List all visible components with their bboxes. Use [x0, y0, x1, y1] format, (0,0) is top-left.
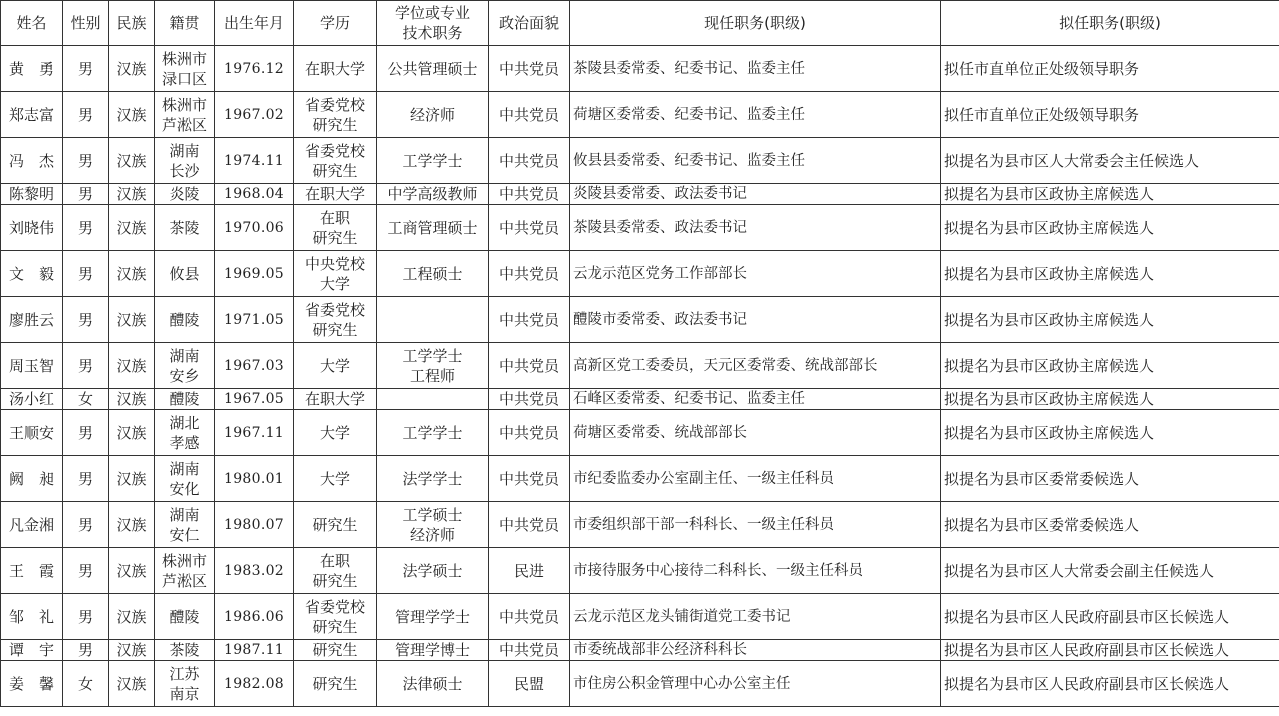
cell-party: 中共党员	[489, 297, 570, 343]
cell-ethnicity: 汉族	[109, 343, 155, 389]
cell-birth: 1969.05	[215, 251, 294, 297]
cell-party: 中共党员	[489, 46, 570, 92]
cell-current: 市委统战部非公经济科科长	[570, 640, 941, 661]
table-row	[1, 297, 1279, 343]
cell-name: 阙 昶	[1, 456, 63, 502]
cell-current: 高新区党工委委员，天元区委常委、统战部部长	[570, 343, 941, 389]
cell-birth: 1967.02	[215, 92, 294, 138]
cell-origin: 醴陵	[155, 297, 215, 343]
cell-current: 醴陵市委常委、政法委书记	[570, 297, 941, 343]
column-header-label: 出生年月	[223, 14, 284, 32]
cell-proposed: 拟提名为县市区人民政府副县市区长候选人	[941, 594, 1279, 640]
cell-current: 市委组织部干部一科科长、一级主任科员	[570, 502, 941, 548]
cell-name: 黄 勇	[1, 46, 63, 92]
cell-proposed: 拟提名为县市区政协主席候选人	[941, 184, 1279, 205]
table-header-row	[1, 1, 1279, 46]
cell-party: 中共党员	[489, 184, 570, 205]
table-row	[1, 205, 1279, 251]
cell-ethnicity: 汉族	[109, 661, 155, 707]
cell-proposed: 拟提名为县市区人民政府副县市区长候选人	[941, 661, 1279, 707]
cell-birth: 1986.06	[215, 594, 294, 640]
table-row	[1, 138, 1279, 184]
cell-birth: 1980.01	[215, 456, 294, 502]
cell-origin: 湖南 长沙	[155, 138, 215, 184]
cell-education: 大学	[294, 456, 377, 502]
cell-current: 市接待服务中心接待二科科长、一级主任科员	[570, 548, 941, 594]
cell-proposed: 拟提名为县市区人民政府副县市区长候选人	[941, 640, 1279, 661]
table-row	[1, 410, 1279, 456]
cell-ethnicity: 汉族	[109, 410, 155, 456]
cell-party: 中共党员	[489, 594, 570, 640]
column-header-current	[570, 1, 941, 46]
column-header-label: 民族	[116, 14, 147, 32]
table-row	[1, 92, 1279, 138]
cell-current: 市纪委监委办公室副主任、一级主任科员	[570, 456, 941, 502]
cell-ethnicity: 汉族	[109, 297, 155, 343]
column-header-label: 政治面貌	[498, 14, 559, 32]
cell-party: 民盟	[489, 661, 570, 707]
table-body	[1, 46, 1279, 707]
cell-birth: 1967.05	[215, 389, 294, 410]
cell-current: 石峰区委常委、纪委书记、监委主任	[570, 389, 941, 410]
cell-name: 周玉智	[1, 343, 63, 389]
column-header-party	[489, 1, 570, 46]
cell-origin: 茶陵	[155, 640, 215, 661]
cell-gender: 男	[63, 297, 109, 343]
cell-name: 谭 宇	[1, 640, 63, 661]
column-header-label: 籍贯	[169, 14, 200, 32]
cell-gender: 男	[63, 548, 109, 594]
cell-party: 中共党员	[489, 502, 570, 548]
cell-current: 攸县县委常委、纪委书记、监委主任	[570, 138, 941, 184]
column-header-label: 性别	[70, 14, 101, 32]
cell-origin: 湖北 孝感	[155, 410, 215, 456]
cell-ethnicity: 汉族	[109, 92, 155, 138]
cell-proposed: 拟提名为县市区政协主席候选人	[941, 343, 1279, 389]
cell-degree: 管理学博士	[377, 640, 489, 661]
cell-name: 邹 礼	[1, 594, 63, 640]
cell-current: 茶陵县委常委、纪委书记、监委主任	[570, 46, 941, 92]
cell-ethnicity: 汉族	[109, 640, 155, 661]
cell-ethnicity: 汉族	[109, 548, 155, 594]
table-row	[1, 594, 1279, 640]
cell-education: 省委党校 研究生	[294, 138, 377, 184]
cell-ethnicity: 汉族	[109, 184, 155, 205]
cell-degree: 工学学士	[377, 410, 489, 456]
cell-degree: 经济师	[377, 92, 489, 138]
cell-origin: 江苏 南京	[155, 661, 215, 707]
cell-ethnicity: 汉族	[109, 502, 155, 548]
cell-education: 大学	[294, 410, 377, 456]
table-row	[1, 343, 1279, 389]
column-header-label: 学位或专业 技术职务	[394, 4, 470, 42]
cell-current: 云龙示范区龙头铺街道党工委书记	[570, 594, 941, 640]
cell-name: 文 毅	[1, 251, 63, 297]
cell-origin: 湖南 安仁	[155, 502, 215, 548]
cell-birth: 1968.04	[215, 184, 294, 205]
cell-gender: 男	[63, 184, 109, 205]
cell-birth: 1976.12	[215, 46, 294, 92]
cell-origin: 株洲市 芦淞区	[155, 548, 215, 594]
table-row	[1, 661, 1279, 707]
cell-party: 中共党员	[489, 251, 570, 297]
cell-degree: 工学学士 工程师	[377, 343, 489, 389]
cell-origin: 攸县	[155, 251, 215, 297]
cell-name: 刘晓伟	[1, 205, 63, 251]
column-header-label: 拟任职务(职级)	[1059, 14, 1161, 32]
cell-party: 中共党员	[489, 343, 570, 389]
cell-name: 廖胜云	[1, 297, 63, 343]
cell-degree	[377, 297, 489, 343]
cell-name: 王顺安	[1, 410, 63, 456]
cell-name: 郑志富	[1, 92, 63, 138]
column-header-label: 现任职务(职级)	[704, 14, 806, 32]
cell-proposed: 拟提名为县市区政协主席候选人	[941, 205, 1279, 251]
cell-origin: 株洲市 渌口区	[155, 46, 215, 92]
cell-degree: 工学学士	[377, 138, 489, 184]
cell-birth: 1967.11	[215, 410, 294, 456]
cell-birth: 1987.11	[215, 640, 294, 661]
cell-gender: 男	[63, 46, 109, 92]
column-header-degree	[377, 1, 489, 46]
cell-ethnicity: 汉族	[109, 46, 155, 92]
cell-gender: 男	[63, 251, 109, 297]
cell-birth: 1974.11	[215, 138, 294, 184]
cell-birth: 1970.06	[215, 205, 294, 251]
cell-birth: 1983.02	[215, 548, 294, 594]
column-header-origin	[155, 1, 215, 46]
column-header-label: 学历	[319, 14, 350, 32]
cell-ethnicity: 汉族	[109, 594, 155, 640]
cell-proposed: 拟任市直单位正处级领导职务	[941, 92, 1279, 138]
cell-proposed: 拟提名为县市区委常委候选人	[941, 502, 1279, 548]
cell-ethnicity: 汉族	[109, 205, 155, 251]
cell-degree: 中学高级教师	[377, 184, 489, 205]
cell-party: 民进	[489, 548, 570, 594]
cell-degree: 法学硕士	[377, 548, 489, 594]
cell-degree: 管理学学士	[377, 594, 489, 640]
cell-gender: 女	[63, 661, 109, 707]
cell-gender: 男	[63, 343, 109, 389]
cell-gender: 男	[63, 594, 109, 640]
cell-party: 中共党员	[489, 410, 570, 456]
cell-education: 研究生	[294, 502, 377, 548]
cell-degree: 法律硕士	[377, 661, 489, 707]
cell-current: 炎陵县委常委、政法委书记	[570, 184, 941, 205]
table-row	[1, 456, 1279, 502]
cell-gender: 男	[63, 138, 109, 184]
cell-ethnicity: 汉族	[109, 251, 155, 297]
cell-gender: 男	[63, 410, 109, 456]
cell-gender: 女	[63, 389, 109, 410]
cell-current: 市住房公积金管理中心办公室主任	[570, 661, 941, 707]
cell-degree: 公共管理硕士	[377, 46, 489, 92]
cell-origin: 醴陵	[155, 389, 215, 410]
cell-name: 冯 杰	[1, 138, 63, 184]
cell-party: 中共党员	[489, 456, 570, 502]
table-row	[1, 389, 1279, 410]
cell-education: 在职大学	[294, 184, 377, 205]
cell-name: 王 霞	[1, 548, 63, 594]
cell-proposed: 拟提名为县市区委常委候选人	[941, 456, 1279, 502]
cell-proposed: 拟提名为县市区政协主席候选人	[941, 297, 1279, 343]
cell-education: 大学	[294, 343, 377, 389]
cell-origin: 湖南 安乡	[155, 343, 215, 389]
cell-current: 茶陵县委常委、政法委书记	[570, 205, 941, 251]
table-row	[1, 46, 1279, 92]
cell-gender: 男	[63, 640, 109, 661]
cell-ethnicity: 汉族	[109, 389, 155, 410]
cell-gender: 男	[63, 205, 109, 251]
cell-degree: 工程硕士	[377, 251, 489, 297]
cell-origin: 醴陵	[155, 594, 215, 640]
cell-education: 在职 研究生	[294, 548, 377, 594]
cell-education: 中央党校 大学	[294, 251, 377, 297]
cell-degree: 工学硕士 经济师	[377, 502, 489, 548]
column-header-proposed	[941, 1, 1279, 46]
cell-name: 汤小红	[1, 389, 63, 410]
cell-birth: 1967.03	[215, 343, 294, 389]
cell-gender: 男	[63, 502, 109, 548]
cell-proposed: 拟提名为县市区人大常委会主任候选人	[941, 138, 1279, 184]
cell-proposed: 拟提名为县市区政协主席候选人	[941, 251, 1279, 297]
cell-proposed: 拟提名为县市区政协主席候选人	[941, 389, 1279, 410]
cell-current: 云龙示范区党务工作部部长	[570, 251, 941, 297]
cell-proposed: 拟任市直单位正处级领导职务	[941, 46, 1279, 92]
cell-name: 陈黎明	[1, 184, 63, 205]
cell-ethnicity: 汉族	[109, 138, 155, 184]
cell-education: 研究生	[294, 640, 377, 661]
cell-education: 省委党校 研究生	[294, 297, 377, 343]
cell-ethnicity: 汉族	[109, 456, 155, 502]
column-header-label: 姓名	[16, 14, 47, 32]
cell-birth: 1971.05	[215, 297, 294, 343]
cell-education: 研究生	[294, 661, 377, 707]
column-header-birth	[215, 1, 294, 46]
cell-degree	[377, 389, 489, 410]
cell-gender: 男	[63, 92, 109, 138]
column-header-gender	[63, 1, 109, 46]
cell-degree: 工商管理硕士	[377, 205, 489, 251]
cell-name: 凡金湘	[1, 502, 63, 548]
cell-gender: 男	[63, 456, 109, 502]
cell-education: 省委党校 研究生	[294, 92, 377, 138]
table-row	[1, 640, 1279, 661]
cell-origin: 炎陵	[155, 184, 215, 205]
cell-proposed: 拟提名为县市区人大常委会副主任候选人	[941, 548, 1279, 594]
table-row	[1, 184, 1279, 205]
cell-party: 中共党员	[489, 389, 570, 410]
cell-origin: 湖南 安化	[155, 456, 215, 502]
cell-education: 在职大学	[294, 46, 377, 92]
cell-party: 中共党员	[489, 92, 570, 138]
cell-birth: 1980.07	[215, 502, 294, 548]
cell-origin: 茶陵	[155, 205, 215, 251]
cell-name: 姜 馨	[1, 661, 63, 707]
cell-proposed: 拟提名为县市区政协主席候选人	[941, 410, 1279, 456]
cell-origin: 株洲市 芦淞区	[155, 92, 215, 138]
cell-current: 荷塘区委常委、统战部部长	[570, 410, 941, 456]
cell-party: 中共党员	[489, 138, 570, 184]
table-row	[1, 251, 1279, 297]
cell-degree: 法学学士	[377, 456, 489, 502]
table-row	[1, 502, 1279, 548]
cell-party: 中共党员	[489, 640, 570, 661]
cell-education: 省委党校 研究生	[294, 594, 377, 640]
table-row	[1, 548, 1279, 594]
cell-birth: 1982.08	[215, 661, 294, 707]
cell-party: 中共党员	[489, 205, 570, 251]
column-header-name	[1, 1, 63, 46]
column-header-education	[294, 1, 377, 46]
cell-education: 在职大学	[294, 389, 377, 410]
cell-current: 荷塘区委常委、纪委书记、监委主任	[570, 92, 941, 138]
cell-education: 在职 研究生	[294, 205, 377, 251]
column-header-ethnicity	[109, 1, 155, 46]
